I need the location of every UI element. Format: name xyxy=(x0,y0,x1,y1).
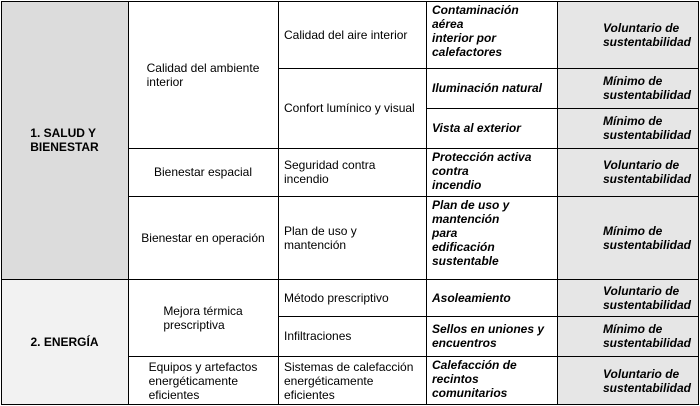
level-cell xyxy=(557,356,699,405)
subcategory-label: Equipos y artefactos energéticamente eficientes xyxy=(148,359,258,402)
category-cell xyxy=(1,1,128,279)
subcategory-label: Mejora térmica prescriptiva xyxy=(163,303,243,332)
category-label: 2. ENERGÍA xyxy=(30,335,99,349)
category-label: 1. SALUD Y BIENESTAR xyxy=(30,126,99,154)
measure-cell xyxy=(426,1,557,68)
grid-line xyxy=(1,1,2,405)
criterion-label: Método prescriptivo xyxy=(284,290,389,305)
level-label: Mínimo de sustentabilidad xyxy=(602,114,691,142)
measure-cell xyxy=(426,68,557,108)
grid-line xyxy=(1,1,699,2)
subcategory-label: Bienestar en operación xyxy=(141,230,265,245)
measure-label: Sellos en uniones y encuentros xyxy=(432,322,545,350)
subcategory-cell xyxy=(128,196,278,279)
criterion-cell xyxy=(278,148,426,196)
level-cell xyxy=(557,316,699,356)
measure-label: Asoleamiento xyxy=(432,290,511,305)
level-cell xyxy=(557,196,699,279)
grid-line xyxy=(1,404,699,405)
requirements-table xyxy=(1,1,699,405)
measure-label: Vista al exterior xyxy=(432,121,521,135)
criterion-label: Plan de uso y mantención xyxy=(284,223,357,252)
criterion-label: Confort lumínico y visual xyxy=(284,101,415,115)
grid-line xyxy=(278,68,699,69)
criterion-label: Infiltraciones xyxy=(284,329,352,343)
grid-line xyxy=(698,1,699,405)
criterion-label: Seguridad contra incendio xyxy=(284,158,376,186)
measure-cell xyxy=(426,148,557,196)
measure-label: Plan de uso y mantención para edificación sustentable xyxy=(432,198,510,268)
criterion-cell xyxy=(278,356,426,405)
measure-label: Contaminación aérea interior por calefactores xyxy=(432,3,519,59)
level-label: Mínimo de sustentabilidad xyxy=(602,322,691,350)
subcategory-cell xyxy=(128,279,278,356)
level-label: Mínimo de sustentabilidad xyxy=(602,74,691,102)
level-label: Voluntario de sustentabilidad xyxy=(602,158,691,186)
criterion-cell xyxy=(278,196,426,279)
grid-line xyxy=(426,1,427,405)
subcategory-cell xyxy=(128,356,278,405)
level-label: Voluntario de sustentabilidad xyxy=(602,20,691,49)
criterion-cell xyxy=(278,279,426,316)
criterion-cell xyxy=(278,68,426,148)
subcategory-label: Bienestar espacial xyxy=(153,165,253,179)
criterion-label: Calidad del aire interior xyxy=(284,27,408,42)
measure-cell xyxy=(426,356,557,405)
grid-line xyxy=(128,1,129,405)
grid-line xyxy=(128,356,699,357)
grid-line xyxy=(128,196,699,197)
level-label: Voluntario de sustentabilidad xyxy=(602,366,691,395)
grid-line xyxy=(278,1,279,405)
criterion-cell xyxy=(278,316,426,356)
criterion-cell xyxy=(278,1,426,68)
level-cell xyxy=(557,68,699,108)
grid-line xyxy=(557,1,558,405)
measure-cell xyxy=(426,316,557,356)
measure-label: Iluminación natural xyxy=(432,81,543,95)
subcategory-cell xyxy=(128,148,278,196)
level-cell xyxy=(557,279,699,316)
subcategory-label: Calidad del ambiente interior xyxy=(146,60,260,89)
grid-line xyxy=(278,316,699,317)
level-cell xyxy=(557,108,699,148)
level-label: Voluntario de sustentabilidad xyxy=(602,283,691,312)
grid-line xyxy=(128,148,699,149)
grid-line xyxy=(1,279,699,280)
criterion-label: Sistemas de calefacción energéticamente eficientes xyxy=(284,359,414,402)
measure-label: Calefacción de recintos comunitarios xyxy=(432,358,517,400)
category-cell xyxy=(1,279,128,405)
subcategory-cell xyxy=(128,1,278,148)
measure-cell xyxy=(426,196,557,279)
level-label: Mínimo de sustentabilidad xyxy=(602,223,691,252)
measure-label: Protección activa contra incendio xyxy=(432,150,532,192)
measure-cell xyxy=(426,279,557,316)
level-cell xyxy=(557,148,699,196)
measure-cell xyxy=(426,108,557,148)
grid-line xyxy=(426,108,699,109)
level-cell xyxy=(557,1,699,68)
